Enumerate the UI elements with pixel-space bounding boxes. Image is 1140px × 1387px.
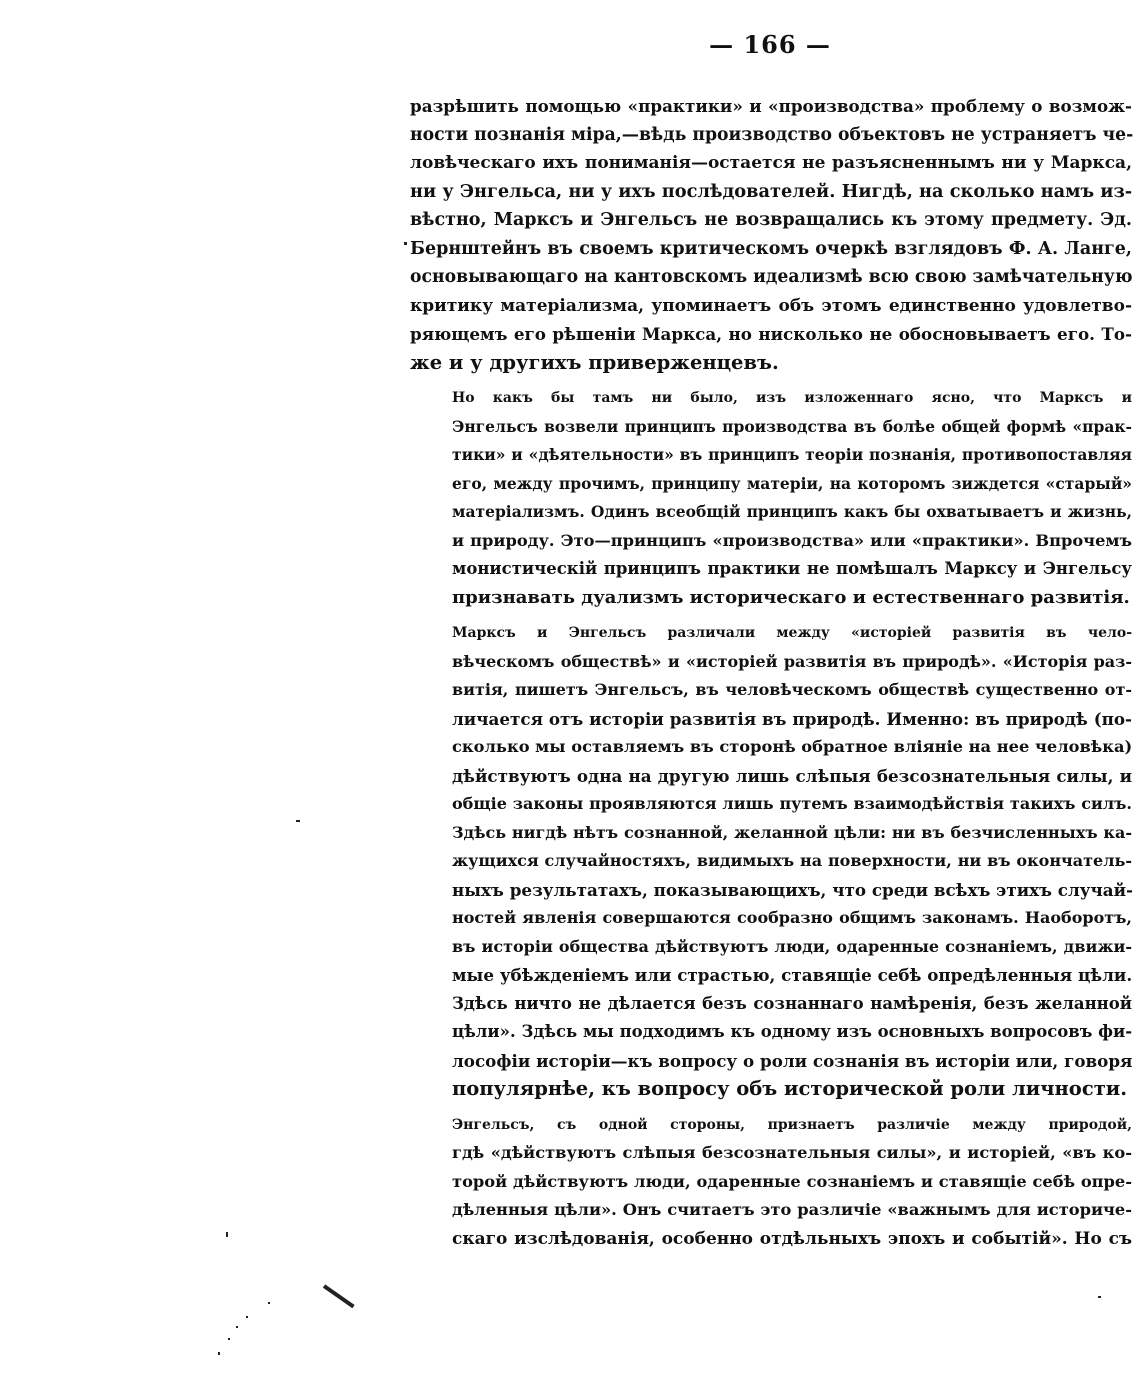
text-line: Энгельсъ, съ одной стороны, признаетъ различіе между природой,: [452, 1116, 1132, 1133]
text-line: скаго изслѣдованія, особенно отдѣльныхъ эпохъ и событій». Но съ: [452, 1228, 1132, 1249]
text-line: дѣленныя цѣли». Онъ считаетъ это различіе «важнымъ для историче-: [452, 1200, 1132, 1219]
scan-speck: [404, 242, 407, 245]
text-line: вѣческомъ обществѣ» и «исторіей развитія въ природѣ». «Исторія раз-: [452, 651, 1132, 671]
text-line: признавать дуализмъ историческаго и естественнаго развитія.: [452, 586, 1130, 608]
paragraph-3: [410, 619, 1132, 1104]
text-line: Энгельсъ возвели принципъ производства въ болѣе общей формѣ «прак-: [452, 416, 1132, 436]
text-line: Бернштейнъ въ своемъ критическомъ очеркѣ взглядовъ Ф. А. Ланге,: [410, 238, 1132, 259]
text-line: витія, пишетъ Энгельсъ, въ человѣческомъ обществѣ существенно от-: [452, 680, 1132, 699]
scan-speck: [228, 1338, 230, 1340]
text-line: матеріализмъ. Одинъ всеобщій принципъ какъ бы охватываетъ и жизнь,: [452, 502, 1132, 521]
text-line: общіе законы проявляются лишь путемъ взаимодѣйствія такихъ силъ.: [452, 794, 1132, 813]
text-line: Марксъ и Энгельсъ различали между «исторіей развитія въ чело-: [452, 625, 1132, 641]
paragraph-1: [410, 92, 1132, 377]
text-line: ловѣческаго ихъ пониманія—остается не разъясненнымъ ни у Маркса,: [410, 153, 1132, 173]
text-line: разрѣшить помощью «практики» и «производства» проблему о возмож-: [410, 96, 1132, 116]
text-line: и природу. Это—принципъ «производства» или «практики». Впрочемъ: [452, 530, 1132, 550]
text-line: дѣйствуютъ одна на другую лишь слѣпыя безсознательныя силы, и: [452, 765, 1132, 786]
text-line: Но какъ бы тамъ ни было, изъ изложеннаго ясно, что Марксъ и: [452, 390, 1132, 406]
text-line: торой дѣйствуютъ люди, одаренные сознаніемъ и ставящіе себѣ опре-: [452, 1171, 1132, 1191]
text-line: же и у другихъ приверженцевъ.: [410, 350, 779, 374]
text-line: монистическій принципъ практики не помѣшалъ Марксу и Энгельсу: [452, 559, 1132, 578]
paragraph-2: [410, 384, 1132, 612]
text-line: популярнѣе, къ вопросу объ исторической роли личности.: [452, 1077, 1128, 1100]
text-line: Здѣсь нигдѣ нѣтъ сознанной, желанной цѣли: ни въ безчисленныхъ ка-: [452, 822, 1132, 842]
text-line: цѣли». Здѣсь мы подходимъ къ одному изъ основныхъ вопросовъ фи-: [452, 1022, 1133, 1041]
scan-speck: [296, 820, 300, 822]
paragraph-4: [410, 1111, 1132, 1254]
text-line: личается отъ исторіи развитія въ природѣ. Именно: въ природѣ (по-: [452, 708, 1132, 729]
text-line: въ исторіи общества дѣйствуютъ люди, одаренные сознаніемъ, движи-: [452, 936, 1132, 956]
scan-speck: [268, 1302, 270, 1304]
text-line: ни у Энгельса, ни у ихъ послѣдователей. Нигдѣ, на сколько намъ из-: [410, 180, 1133, 202]
body-text: [410, 92, 1132, 1260]
text-line: ряющемъ его рѣшеніи Маркса, но нисколько не обосновываетъ его. То-: [410, 324, 1132, 344]
scan-speck: [218, 1352, 220, 1355]
scan-speck: [236, 1326, 238, 1328]
text-line: ностей явленія совершаются сообразно общимъ законамъ. Наоборотъ,: [452, 908, 1132, 927]
text-line: вѣстно, Марксъ и Энгельсъ не возвращались къ этому предмету. Эд.: [410, 210, 1132, 230]
text-line: сколько мы оставляемъ въ сторонѣ обратное вліяніе на нее человѣка): [452, 737, 1133, 756]
text-line: его, между прочимъ, принципу матеріи, на которомъ зиждется «старый»: [452, 473, 1132, 493]
scan-speck: [1098, 1296, 1101, 1298]
text-line: ныхъ результатахъ, показывающихъ, что среди всѣхъ этихъ случай-: [452, 879, 1134, 900]
text-line: тики» и «дѣятельности» въ принципъ теоріи познанія, противопоставляя: [452, 445, 1132, 464]
text-line: лософіи исторіи—къ вопросу о роли сознанія въ исторіи или, говоря: [452, 1050, 1133, 1071]
text-line: ности познанія міра,—вѣдь производство объектовъ не устраняетъ че-: [410, 124, 1134, 145]
scan-speck: [226, 1232, 228, 1237]
text-line: Здѣсь ничто не дѣлается безъ сознаннаго намѣренія, безъ желанной: [452, 993, 1132, 1013]
page-number: — 166 —: [709, 30, 831, 59]
text-line: основывающаго на кантовскомъ идеализмѣ всю свою замѣчательную: [410, 267, 1133, 287]
scan-stroke: [323, 1284, 355, 1308]
text-line: критику матеріализма, упоминаетъ объ этомъ единственно удовлетво-: [410, 295, 1132, 316]
text-line: жущихся случайностяхъ, видимыхъ на поверхности, ни въ окончатель-: [452, 851, 1132, 870]
text-line: гдѣ «дѣйствуютъ слѣпыя безсознательныя силы», и исторіей, «въ ко-: [452, 1143, 1132, 1162]
text-line: мые убѣжденіемъ или страстью, ставящіе себѣ опредѣленныя цѣли.: [452, 965, 1133, 985]
scan-speck: [246, 1316, 248, 1318]
